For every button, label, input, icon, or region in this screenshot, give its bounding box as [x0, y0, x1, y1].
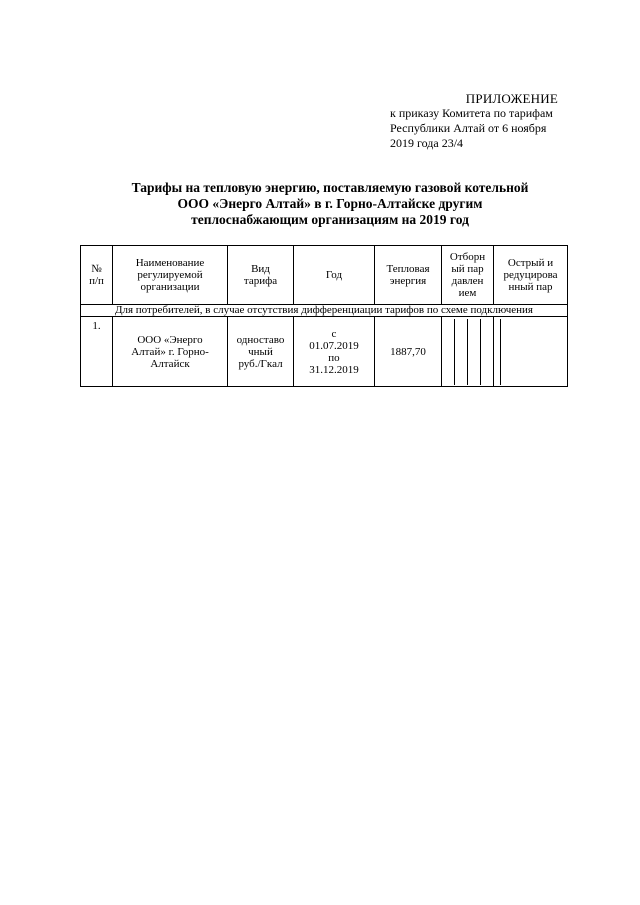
header-num: № п/п: [81, 246, 113, 305]
row-extracted-steam: [442, 317, 494, 387]
sharp-steam-subcells: [494, 319, 567, 385]
sharp-steam-subcell: [501, 319, 568, 385]
header-sharp-steam: Острый и редуцирова нный пар: [494, 246, 568, 305]
title-line: ООО «Энерго Алтай» в г. Горно-Алтайске другим: [177, 196, 483, 211]
header-extracted-steam: Отборн ый пар давлен ием: [442, 246, 494, 305]
appendix-heading: ПРИЛОЖЕНИЕ: [465, 91, 558, 106]
tariffs-table: [80, 245, 568, 387]
steam-subcell: [468, 319, 481, 385]
row-tariff-type: одноставо чный руб./Гкал: [228, 317, 294, 387]
header-organization: Наименование регулируемой организации: [113, 246, 228, 305]
section-label: Для потребителей, в случае отсутствия дифференциации тарифов по схеме подключения: [81, 305, 568, 317]
appendix-line: к приказу Комитета по тарифам: [390, 106, 553, 120]
steam-subcells: [442, 319, 493, 385]
appendix-line: 2019 года 23/4: [390, 136, 464, 150]
row-year: с 01.07.2019 по 31.12.2019: [294, 317, 375, 387]
steam-subcell: [442, 319, 455, 385]
steam-subcell: [455, 319, 468, 385]
appendix-block: [390, 91, 630, 151]
header-tariff-type: Вид тарифа: [228, 246, 294, 305]
row-sharp-steam: [494, 317, 568, 387]
row-organization: ООО «Энерго Алтай» г. Горно- Алтайск: [113, 317, 228, 387]
row-num: 1.: [81, 317, 113, 387]
table-row: [81, 317, 568, 387]
header-thermal-energy: Тепловая энергия: [375, 246, 442, 305]
header-year: Год: [294, 246, 375, 305]
title-line: теплоснабжающим организациям на 2019 год: [191, 212, 469, 227]
document-title: [80, 180, 580, 228]
table-section-row: [81, 305, 568, 317]
title-line: Тарифы на тепловую энергию, поставляемую газовой котельной: [131, 180, 529, 195]
row-thermal-energy: 1887,70: [375, 317, 442, 387]
steam-subcell: [480, 319, 493, 385]
table-header-row: [81, 246, 568, 305]
appendix-line: Республики Алтай от 6 ноября: [390, 121, 547, 135]
